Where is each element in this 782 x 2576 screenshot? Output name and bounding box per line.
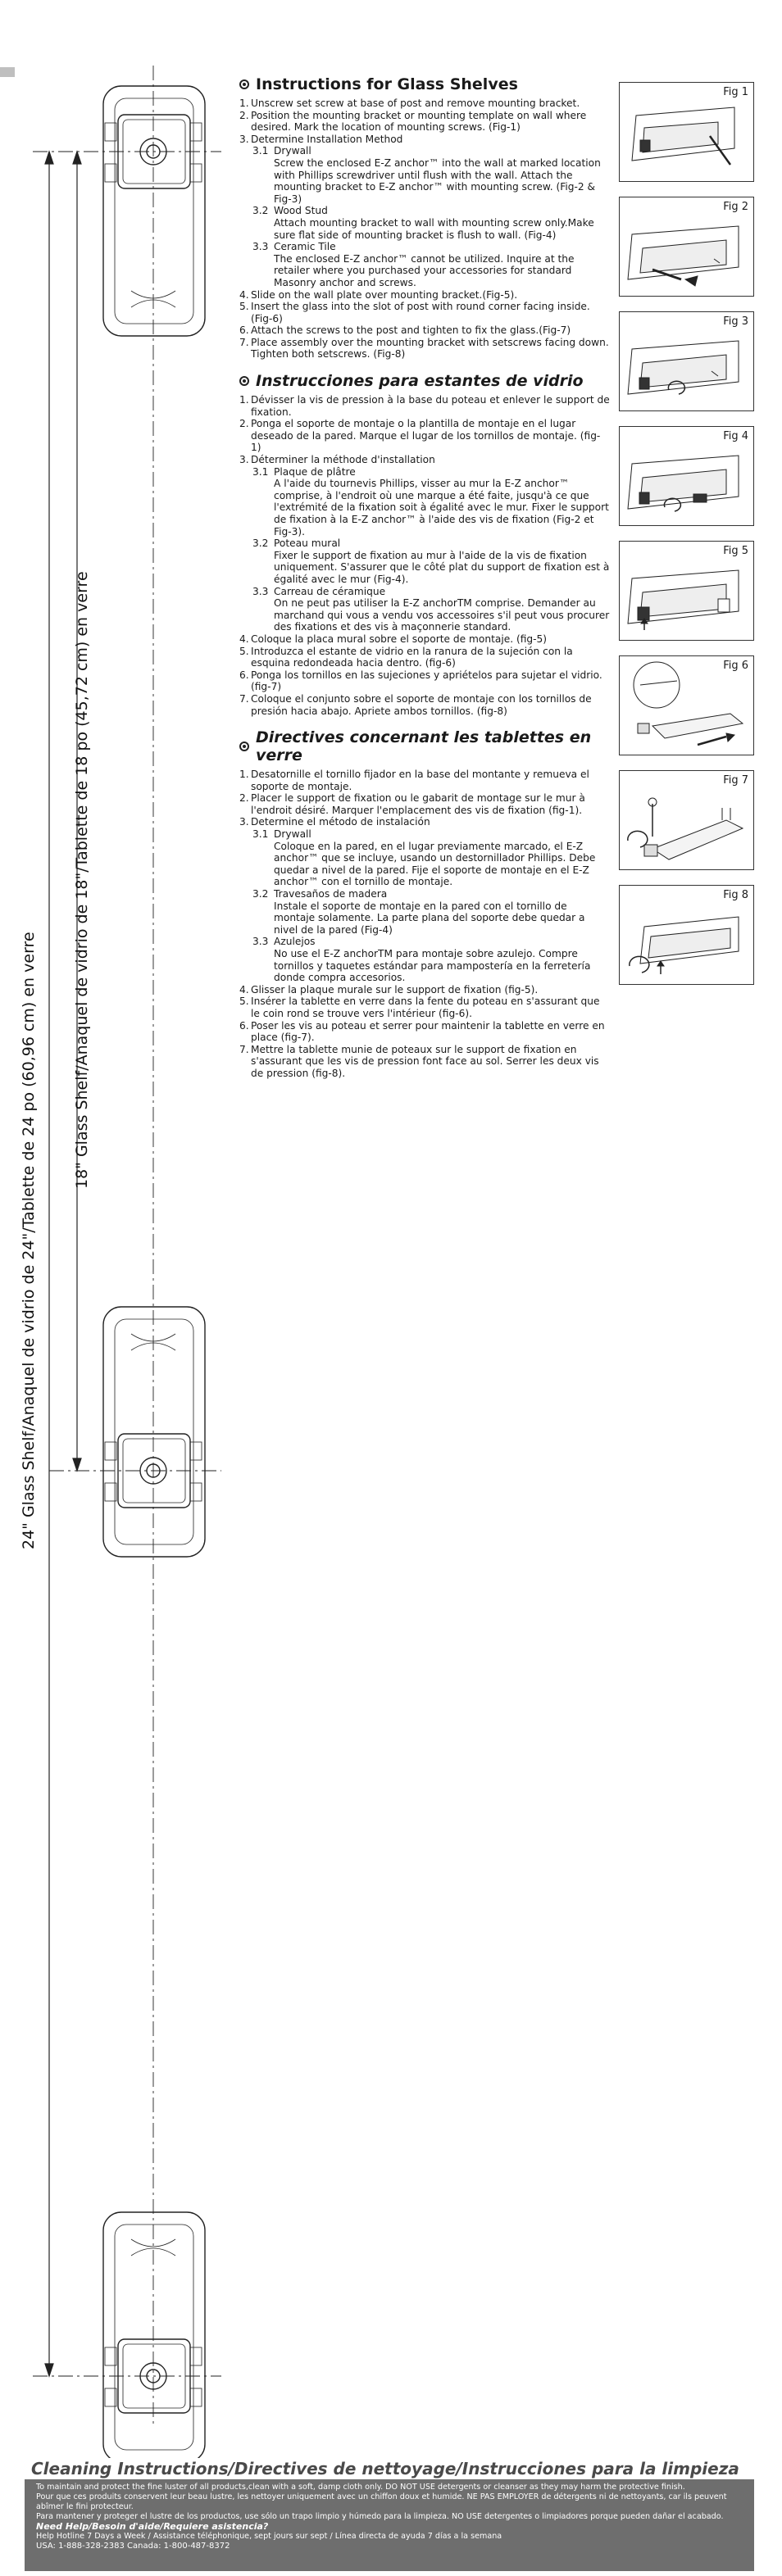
dimension-label-18in: 18" Glass Shelf/Anaquel de vidrio de 18"/Tablette de 18 po (45,72 cm) en verre <box>73 571 91 1189</box>
fig2-anchor-drawing <box>620 197 755 296</box>
section-english <box>239 75 610 361</box>
method-item: 3.3 Carreau de céramique <box>252 585 386 597</box>
step-item: 2. Position the mounting bracket or mounting template on wall where desired. Mark the location of mounting screws. (Fig-1) <box>239 109 587 134</box>
figure-label: Fig 1 <box>723 86 748 98</box>
section-title-spanish: Instrucciones para estantes de vidrio <box>239 372 610 390</box>
step-item: 3. Déterminer la méthode d'installation <box>239 454 435 466</box>
step-item: 7. Coloque el conjunto sobre el soporte de montaje con los tornillos de presión hacia abajo. Apriete ambos tornillos. (fig-8) <box>239 692 592 717</box>
step-item: 4. Slide on the wall plate over mounting bracket.(Fig-5). <box>239 288 518 301</box>
step-item: 2. Placer le support de fixation ou le gabarit de montage sur le mur à l'endroit désiré. Marquer l'emplacement des vis de fixation (fig-1). <box>239 792 585 816</box>
method-item: 3.2 Travesaños de madera <box>252 888 388 900</box>
figure-label: Fig 2 <box>723 201 748 213</box>
fig6-glass-insert-drawing <box>620 656 755 755</box>
figure-6 <box>619 655 754 755</box>
method-text: No use el E-Z anchorTM para montaje sobre azulejo. Compre tornillos y taquetes estándar para mampostería en la ferretería donde compra accesorios. <box>274 948 591 984</box>
figure-label: Fig 7 <box>723 774 748 787</box>
step-item: 1. Desatornille el tornillo fijador en la base del montante y remueva el soporte de montaje. <box>239 769 589 792</box>
method-text: On ne peut pas utiliser la E-Z anchorTM comprise. Demander au marchand qui vous a vendu vos accessoires s'il peut vous procurer des fixations et des vis à maçonnerie standard. <box>274 597 610 633</box>
method-text: A l'aide du tournevis Phillips, visser au mur la E-Z anchor™ comprise, à l'endroit où une marque a été faite, jusqu'à ce que l'extrémité de la fixation soit à égalité avec le mur. Fixer le support de fixation à la E-Z anchor™ à l'aide des vis de fixation (Fig-2 et Fig-3). <box>274 478 609 537</box>
step-item: 5. Insérer la tablette en verre dans la fente du poteau en s'assurant que le coin rond se trouve vers l'intérieur (fig-6). <box>239 995 600 1019</box>
figure-5 <box>619 541 754 641</box>
section-spanish <box>239 372 610 717</box>
figure-label: Fig 6 <box>723 660 748 672</box>
method-text: The enclosed E-Z anchor™ cannot be utilized. Inquire at the retailer where you purchased your accessories for standard Masonry anchor and screws. <box>274 252 575 288</box>
figure-label: Fig 4 <box>723 430 748 442</box>
step-item: 5. Insert the glass into the slot of post with round corner facing inside.(Fig-6) <box>239 301 590 324</box>
step-item: 6. Attach the screws to the post and tighten to fix the glass.(Fig-7) <box>239 324 571 337</box>
method-text: Fixer le support de fixation au mur à l'aide de la vis de fixation uniquement. S'assurer que le côté plat du support de fixation est à égalité avec le mur (Fig-4). <box>274 549 610 585</box>
figure-3 <box>619 311 754 411</box>
figures-column <box>619 82 754 1000</box>
figure-8 <box>619 885 754 985</box>
method-item: 3.1 Plaque de plâtre <box>252 465 356 478</box>
footer-box <box>25 2479 754 2571</box>
figure-4 <box>619 426 754 526</box>
fig4-wood-stud-drawing <box>620 427 755 525</box>
method-item: 3.2 Poteau mural <box>252 537 341 550</box>
figure-label: Fig 3 <box>723 315 748 328</box>
bracket-middle <box>103 1307 205 1557</box>
step-item: 6. Poser les vis au poteau et serrer pour maintenir la tablette en verre en place (fig-7). <box>239 1019 605 1044</box>
bracket-bottom <box>103 2212 205 2458</box>
step-item: 1. Unscrew set screw at base of post and remove mounting bracket. <box>239 98 580 109</box>
step-item: 4. Glisser la plaque murale sur le support de fixation (fig-5). <box>239 983 539 995</box>
footer-line-fr: Pour que ces produits conservent leur beau lustre, les nettoyer uniquement avec un chiffon doux et humide. NE PAS EMPLOYER de détergents ni de nettoyants, car ils peuvent abîmer le fini protecteur. <box>36 2492 727 2511</box>
fig7-screws-drawing <box>620 771 755 869</box>
footer-hotline: Help Hotline 7 Days a Week / Assistance téléphonique, sept jours sur sept / Línea directa de ayuda 7 días a la semana <box>36 2532 502 2541</box>
step-item: 3. Determine el método de instalación <box>239 816 430 828</box>
section-bullet-icon <box>239 376 249 386</box>
method-text: Coloque en la pared, en el lugar previamente marcado, el E-Z anchor™ que se incluye, usando un destornillador Phillips. Debe quedar a nivel de la pared. Fije el soporte de montaje en el E-Z anchor™ con el tornillo de montaje. <box>274 840 596 888</box>
method-item: 3.1 Drywall <box>252 828 311 841</box>
fig5-wall-plate-drawing <box>620 542 755 640</box>
section-bullet-icon <box>239 79 249 89</box>
figure-label: Fig 8 <box>723 889 748 901</box>
dimension-label-24in: 24" Glass Shelf/Anaquel de vidrio de 24"/Tablette de 24 po (60,96 cm) en verre <box>20 932 38 1549</box>
step-item: 6. Ponga los tornillos en las sujeciones y apriételos para sujetar el vidrio. (fig-7) <box>239 669 602 693</box>
bracket-top <box>103 86 205 336</box>
fig3-bracket-drawing <box>620 312 755 410</box>
footer-line-en: To maintain and protect the fine luster of all products,clean with a soft, damp cloth only. DO NOT USE detergents or cleanser as they may harm the protective finish. <box>36 2483 685 2492</box>
method-item: 3.1 Drywall <box>252 145 311 157</box>
figure-7 <box>619 770 754 870</box>
method-text: Screw the enclosed E-Z anchor™ into the wall at marked location with Phillips screwdriver until flush with the wall. Attach the mounting bracket to E-Z anchor™ with mounting screw. (Fig-2 & Fig-3) <box>274 156 601 205</box>
figure-label: Fig 5 <box>723 545 748 557</box>
footer-line-es: Para mantener y proteger el lustre de los productos, use sólo un trapo limpio y húmedo para la limpieza. NO USE detergentes o limpiadores porque pueden dañar el acabado. <box>36 2512 724 2521</box>
instructions-column <box>239 75 610 1091</box>
footer-help: Need Help/Besoin d'aide/Requiere asistencia? <box>36 2521 269 2532</box>
section-title-french: Directives concernant les tablettes en verre <box>239 728 610 764</box>
step-item: 3. Determine Installation Method <box>239 133 403 145</box>
method-item: 3.3 Azulejos <box>252 936 316 948</box>
footer-title: Cleaning Instructions/Directives de nettoyage/Instrucciones para la limpieza <box>31 2459 739 2478</box>
step-item: 7. Place assembly over the mounting bracket with setscrews facing down. Tighten both setscrews. (Fig-8) <box>239 336 609 361</box>
method-text: Attach mounting bracket to wall with mounting screw only.Make sure flat side of mounting bracket is flush to wall. (Fig-4) <box>274 216 594 241</box>
method-text: Instale el soporte de montaje en la pared con el tornillo de montaje solamente. La parte plana del soporte debe quedar a nivel de la pared (Fig-4) <box>274 900 585 936</box>
step-item: 2. Ponga el soporte de montaje o la plantilla de montaje en el lugar deseado de la pared. Marque el lugar de los tornillos de montaje. (fig-1) <box>239 418 601 454</box>
cleaning-footer <box>25 2458 754 2576</box>
step-item: 7. Mettre la tablette munie de poteaux sur le support de fixation en s'assurant que les vis de pression font face au sol. Serrer les deux vis de pression (fig-8). <box>239 1043 599 1079</box>
figure-2 <box>619 197 754 297</box>
step-item: 1. Dévisser la vis de pression à la base du poteau et enlever le support de fixation. <box>239 394 610 418</box>
section-title-english: Instructions for Glass Shelves <box>239 75 610 93</box>
fig8-assembly-drawing <box>620 886 755 984</box>
section-french <box>239 728 610 1079</box>
method-item: 3.3 Ceramic Tile <box>252 241 336 253</box>
section-bullet-icon <box>239 742 249 751</box>
step-item: 4. Coloque la placa mural sobre el soporte de montaje. (fig-5) <box>239 633 548 645</box>
method-item: 3.2 Wood Stud <box>252 205 328 217</box>
fig1-template-drawing <box>620 83 755 181</box>
step-item: 5. Introduzca el estante de vidrio en la ranura de la sujeción con la esquina redondeada hacia dentro. (fig-6) <box>239 645 573 669</box>
footer-phones: USA: 1-888-328-2383 Canada: 1-800-487-8372 <box>36 2542 230 2551</box>
figure-1 <box>619 82 754 182</box>
